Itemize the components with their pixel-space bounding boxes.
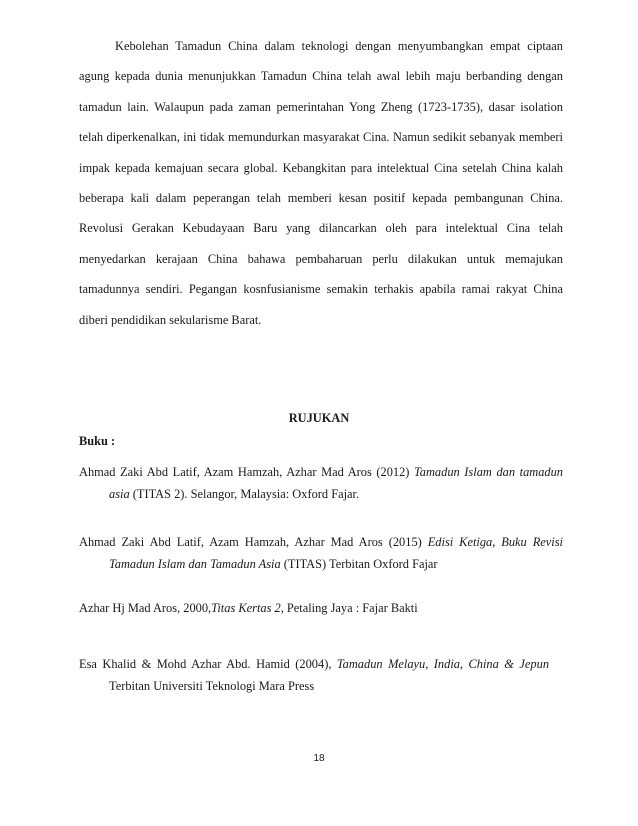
reference-2-title-b: Tamadun Islam dan Tamadun Asia (109, 557, 281, 571)
reference-entry-3 (79, 597, 563, 619)
page-number: 18 (313, 753, 325, 764)
reference-2-continuation (79, 553, 563, 575)
reference-3-line (79, 597, 563, 619)
reference-1-first-line (79, 461, 563, 483)
reference-2-title-a: Edisi Ketiga, Buku Revisi (427, 535, 563, 549)
reference-3-authors: Azhar Hj Mad Aros, 2000, (79, 601, 212, 615)
books-subheading: Buku : (79, 434, 116, 448)
reference-2-rest: (TITAS) Terbitan Oxford Fajar (280, 557, 438, 571)
reference-3-title: Titas Kertas 2 (211, 601, 281, 615)
body-paragraph: Kebolehan Tamadun China dalam teknologi dengan menyumbangkan empat ciptaan agung kepada dunia menunjukkan Tamadun China telah awal lebih maju berbanding dengan tamadun lain. Walaupun pada zaman pemerintahan Yong Zheng (1723-1735), dasar isolation telah diperkenalkan, ini tidak memundurkan masyarakat Cina. Namun sedikit sebanyak memberi impak kepada kemajuan secara global. Kebangkitan para intelektual Cina setelah China kalah beberapa kali dalam peperangan telah memberi kesan positif kepada pembangunan China. Revolusi Gerakan Kebudayaan Baru yang dilancarkan oleh para intelektual Cina telah menyedarkan kerajaan China bahawa pembaharuan perlu dilakukan untuk memajukan tamadunnya sendiri. Pegangan kosnfusianisme semakin terhakis apabila ramai rakyat China diberi pendidikan sekularisme Barat. (79, 39, 563, 327)
references-heading: RUJUKAN (288, 411, 350, 425)
reference-1-rest: (TITAS 2). Selangor, Malaysia: Oxford Fajar. (129, 487, 360, 501)
reference-4-first-line (79, 653, 563, 675)
reference-3-rest: , Petaling Jaya : Fajar Bakti (280, 601, 418, 615)
reference-1-authors: Ahmad Zaki Abd Latif, Azam Hamzah, Azhar Mad Aros (2012) (79, 465, 415, 479)
reference-1-title-a: Tamadun Islam dan tamadun (414, 465, 563, 479)
reference-1-title-b: asia (109, 487, 130, 501)
reference-entry-2 (79, 531, 563, 575)
reference-2-first-line (79, 531, 563, 553)
reference-4-authors: Esa Khalid & Mohd Azhar Abd. Hamid (2004), (79, 657, 337, 671)
reference-4-continuation: Terbitan Universiti Teknologi Mara Press (109, 679, 315, 693)
reference-4-title: Tamadun Melayu, India, China & Jepun (336, 657, 550, 671)
reference-1-continuation (79, 483, 563, 505)
reference-2-authors: Ahmad Zaki Abd Latif, Azam Hamzah, Azhar Mad Aros (2015) (79, 535, 428, 549)
reference-entry-1 (79, 461, 563, 505)
reference-entry-4 (79, 653, 563, 697)
